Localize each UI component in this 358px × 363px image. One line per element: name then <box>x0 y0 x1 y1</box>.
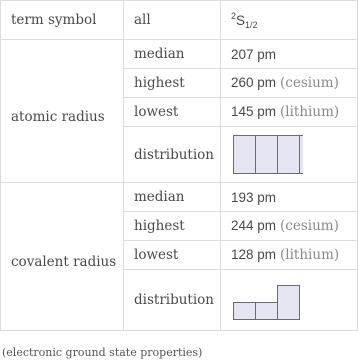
term-symbol-value <box>221 1 358 40</box>
term-symbol-letter: S <box>236 12 246 28</box>
covalent-radius-median-value: 193 pm <box>221 183 358 212</box>
atomic-radius-median-row <box>1 40 358 69</box>
atomic-radius-median-label: median <box>124 40 221 69</box>
atomic-radius-histogram-bin-4 <box>300 135 304 173</box>
atomic-radius-highest-value: 260 pm <box>231 75 277 90</box>
atomic-radius-histogram-bin-2 <box>256 135 278 173</box>
atomic-radius-lowest-cell <box>221 98 358 127</box>
term-symbol-label: term symbol <box>1 1 124 40</box>
covalent-radius-histogram <box>231 277 303 323</box>
covalent-radius-lowest-label: lowest <box>124 241 221 270</box>
atomic-radius-distribution-label: distribution <box>124 127 221 183</box>
term-symbol-row <box>1 1 358 40</box>
covalent-radius-label: covalent radius <box>1 183 124 331</box>
covalent-radius-histogram-bin-2 <box>256 303 278 320</box>
covalent-radius-highest-cell <box>221 212 358 241</box>
covalent-radius-lowest-value: 128 pm <box>231 247 277 262</box>
covalent-radius-lowest-note: (lithium) <box>280 247 340 263</box>
covalent-radius-highest-note: (cesium) <box>280 218 339 234</box>
covalent-radius-highest-value: 244 pm <box>231 218 277 233</box>
atomic-radius-distribution-cell <box>221 127 358 183</box>
covalent-radius-lowest-cell <box>221 241 358 270</box>
covalent-radius-highest-label: highest <box>124 212 221 241</box>
covalent-radius-median-label: median <box>124 183 221 212</box>
term-symbol-sublabel: all <box>124 1 221 40</box>
covalent-radius-distribution-label: distribution <box>124 270 221 331</box>
atomic-radius-highest-cell <box>221 69 358 98</box>
atomic-radius-label: atomic radius <box>1 40 124 183</box>
term-symbol-multiplicity: 2 <box>231 10 237 21</box>
term-symbol-j: 1/2 <box>245 19 258 30</box>
atomic-radius-histogram-bin-3 <box>278 135 300 173</box>
atomic-radius-lowest-note: (lithium) <box>280 104 340 120</box>
atomic-radius-highest-label: highest <box>124 69 221 98</box>
covalent-radius-median-row <box>1 183 358 212</box>
footnote: (electronic ground state properties) <box>2 346 203 359</box>
atomic-radius-histogram <box>231 133 303 177</box>
atomic-radius-histogram-bin-1 <box>234 135 256 173</box>
atomic-radius-lowest-value: 145 pm <box>231 104 277 119</box>
atomic-radius-median-value: 207 pm <box>221 40 358 69</box>
covalent-radius-distribution-cell <box>221 270 358 331</box>
covalent-radius-histogram-bin-1 <box>234 303 256 320</box>
covalent-radius-histogram-bin-3 <box>278 286 300 320</box>
atomic-radius-highest-note: (cesium) <box>280 75 339 91</box>
atomic-radius-lowest-label: lowest <box>124 98 221 127</box>
